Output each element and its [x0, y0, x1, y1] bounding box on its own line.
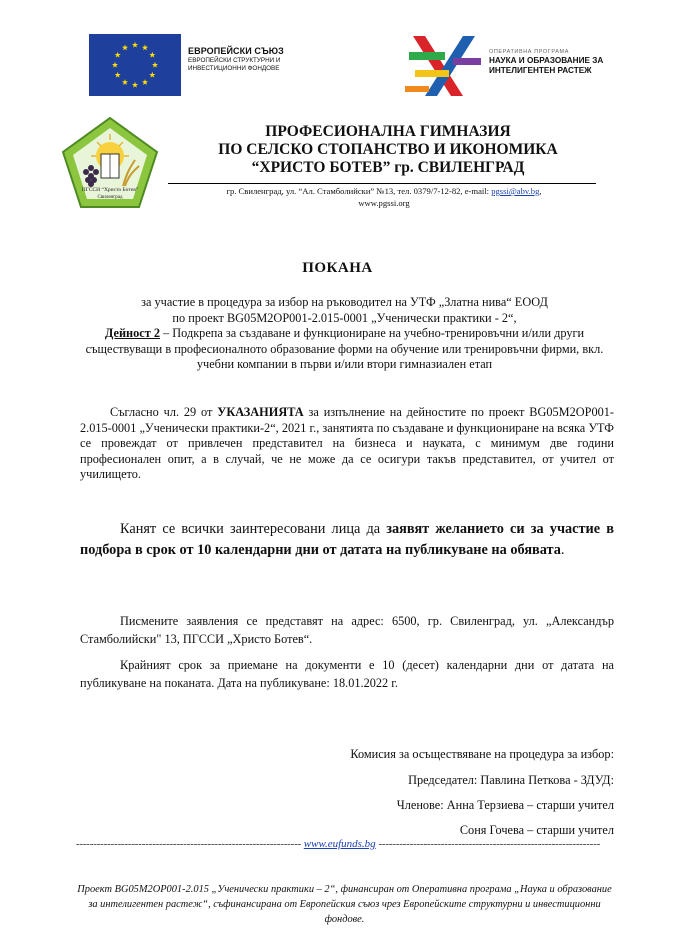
header-divider [168, 183, 596, 184]
school-pentagon-emblem-icon [61, 116, 159, 210]
para1-rest: за изпълнение на дейностите по проект BG05M2OP001-2.015-0001 „Ученически практики-2“, 2021 г., занятията по създаване и функциониране на всяка УТФ се провеждат от привлечен представител на бизнеса и науката, с минимум две години професионален опит, а в случай, че не може да се осигури такъв представител, от учител от училището. [80, 405, 614, 481]
op-caption-line2: ИНТЕЛИГЕНТЕН РАСТЕЖ [489, 66, 592, 75]
commission-chair: Председател: Павлина Петкова - ЗДУД: [408, 773, 614, 787]
para1-bold: УКАЗАНИЯТА [217, 405, 304, 419]
footer-dashes-right: ---------------------------------------------------------------- [378, 838, 601, 850]
eu-caption [188, 46, 308, 73]
paragraph-instructions [80, 405, 614, 483]
footer-dashes-left: ----------------------------------------------------------------- [75, 838, 302, 850]
eu-caption-line2: ЕВРОПЕЙСКИ СТРУКТУРНИ И [188, 57, 281, 64]
paragraph-invitation [80, 519, 614, 561]
footer-divider [62, 838, 614, 850]
eufunds-link[interactable]: www.eufunds.bg [303, 838, 376, 850]
commission-members: Членове: Анна Терзиева – старши учител [396, 798, 614, 812]
eu-flag-logo [89, 34, 181, 96]
eu-stars-icon [89, 34, 181, 96]
para2-bold: заявят желанието си за участие в подбора в срок от 10 календарни дни от датата на публикуване на обявата [80, 521, 614, 558]
intro-block [72, 295, 617, 373]
eu-caption-line3: ИНВЕСТИЦИОННИ ФОНДОВЕ [188, 65, 280, 72]
intro-line1: за участие в процедура за избор на ръководител на УТФ „Златна нива“ ЕООД [141, 295, 548, 309]
intro-activity [72, 326, 617, 373]
school-name [168, 123, 608, 177]
activity-text: – Подкрепа за създаване и функциониране на учебно-тренировъчни и/или други съществуващи в професионалното образование форми на обучение или тренировъчни фирми, вкл. учебни компании в първи и/или втори гимназиален етап [85, 326, 604, 371]
school-name-line2: ПО СЕЛСКО СТОПАНСТВО И ИКОНОМИКА [218, 141, 558, 158]
op-science-education-logo [405, 30, 483, 102]
eu-caption-title: ЕВРОПЕЙСКИ СЪЮЗ [188, 46, 284, 56]
school-logo-city: Свиленград [97, 195, 123, 200]
commission-heading: Комисия за осъществяване на процедура за избор: [350, 747, 614, 761]
para2-start: Канят се всички заинтересовани лица да [120, 521, 387, 537]
school-address-end: , [539, 186, 542, 196]
school-address [170, 185, 598, 209]
op-x-mark-icon [405, 30, 483, 102]
school-logo [61, 116, 159, 210]
para2-end: . [560, 542, 565, 558]
footer-project-note: Проект BG05M2OP001-2.015 „Ученически практики – 2“, финансиран от Оперативна програма „Наука и образование за интелигентен растеж“, съфинансирана от Европейския съюз чрез Европейските структурни и инвестиционни фондове. [77, 884, 612, 925]
commission-member2: Соня Гочева – старши учител [459, 823, 614, 837]
school-address-text: гр. Свиленград, ул. “Ал. Стамболийски” №13, тел. 0379/7-12-82, e-mail: [226, 186, 492, 196]
para1-start: Съгласно чл. 29 от [110, 405, 218, 419]
op-caption-line1: НАУКА И ОБРАЗОВАНИЕ ЗА [489, 56, 604, 65]
school-logo-text: ПГССИ “Христо Ботев” [81, 187, 139, 193]
paragraph-address: Писмените заявления се представят на адрес: 6500, гр. Свиленград, ул. „Александър Стамболийски" 13, ПГССИ „Христо Ботев“. [80, 614, 614, 646]
paragraph-deadline: Крайният срок за приемане на документи е 10 (десет) календарни дни от датата на публикуване на поканата. Дата на публикуване: 18.01.2022 г. [80, 658, 614, 690]
document-title: ПОКАНА [302, 260, 373, 276]
school-name-line1: ПРОФЕСИОНАЛНА ГИМНАЗИЯ [265, 123, 511, 140]
school-name-line3: “ХРИСТО БОТЕВ” гр. СВИЛЕНГРАД [251, 159, 525, 176]
school-email-link[interactable]: pgssi@abv.bg [491, 186, 540, 196]
activity-label: Дейност 2 [104, 326, 160, 340]
op-caption [489, 48, 629, 76]
op-caption-small: ОПЕРАТИВНА ПРОГРАМА [489, 49, 569, 55]
school-website: www.pgssi.org [358, 198, 410, 208]
intro-line2: по проект BG05M2OP001-2.015-0001 „Ученически практики - 2“, [172, 310, 517, 325]
